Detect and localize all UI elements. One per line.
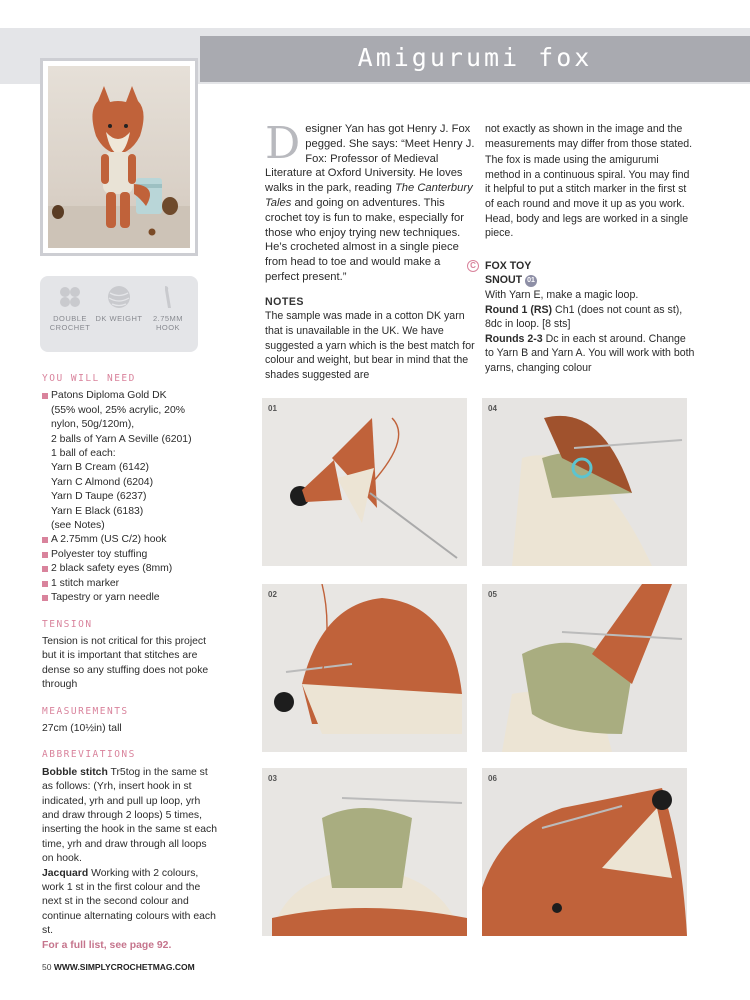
crochet-hook-icon <box>155 284 181 310</box>
notes-text: The sample was made in a cotton DK yarn that is unavailable in the UK. We have suggested a yarn which is the best match for colour and weight, but bear in mind that the shades suggested are <box>265 310 475 381</box>
drop-cap: D <box>265 118 301 169</box>
measurements-heading: MEASUREMENTS <box>42 705 129 717</box>
step-photo-02 <box>262 584 467 752</box>
page-number: 50 <box>42 962 52 972</box>
list-item: Tapestry or yarn needle <box>42 591 217 605</box>
step-photo-03 <box>262 768 467 936</box>
fox-toy-heading <box>470 259 695 274</box>
body-column-2 <box>470 122 695 376</box>
step-ref-badge: 01 <box>525 275 537 287</box>
step-photo-01 <box>262 398 467 566</box>
step-number: 01 <box>268 404 277 413</box>
intro-text-b: and going on adventures. This crochet toy is fun to make, especially for those who enjoy trying new techniques. He’s crocheted almost in a single piece from head to toe and would make a perfect present.” <box>265 196 464 283</box>
section-c-icon: C <box>467 260 479 272</box>
round23-text: Dc in each st around. Change to Yarn B and Yarn A. You will work with both yarns, changing colour <box>485 332 695 374</box>
list-item: 2 balls of Yarn A Seville (6201) <box>51 433 192 445</box>
badge-label-stitch: DOUBLE CROCHET <box>49 314 91 332</box>
step-number: 02 <box>268 590 277 599</box>
intro-text-a: esigner Yan has got Henry J. Fox pegged. She says: “Meet Henry J. Fox: Professor of Medieval Literature at Oxford University. He loves walks in the park, reading <box>265 123 475 195</box>
tension-text: Tension is not critical for this project but it is important that stitches are dense so any stuffing does not poke through <box>42 635 209 691</box>
list-item: 2 black safety eyes (8mm) <box>42 562 217 576</box>
bobble-definition <box>42 766 217 867</box>
jacquard-text: Working with 2 colours, work 1 st in the first colour and the next st in the second colour and continue alternating colours with each st. <box>42 867 216 937</box>
full-list-link[interactable]: For a full list, see page 92. <box>42 939 172 951</box>
list-item: 1 stitch marker <box>42 577 217 591</box>
round1-term: Round 1 (RS) <box>485 303 553 316</box>
step-number: 05 <box>488 590 497 599</box>
list-item: (55% wool, 25% acrylic, 20% <box>51 404 185 416</box>
jacquard-definition <box>42 867 217 939</box>
materials-list <box>42 389 217 605</box>
yarn-ball-icon <box>106 284 132 310</box>
you-will-need-heading: YOU WILL NEED <box>42 373 136 384</box>
left-sidebar <box>42 372 217 953</box>
bobble-term: Bobble stitch <box>42 766 108 778</box>
snout-heading <box>485 273 695 288</box>
jacquard-term: Jacquard <box>42 867 89 879</box>
list-item: Yarn D Taupe (6237) <box>51 491 147 503</box>
site-url[interactable]: WWW.SIMPLYCROCHETMAG.COM <box>53 962 195 972</box>
list-item: Yarn B Cream (6142) <box>51 462 149 474</box>
tension-heading: TENSION <box>42 618 93 630</box>
badge-item-weight <box>93 284 145 323</box>
list-item: Polyester toy stuffing <box>42 548 217 562</box>
round23-term: Rounds 2-3 <box>485 332 543 345</box>
step-number: 04 <box>488 404 497 413</box>
list-item: nylon, 50g/120m), <box>51 419 135 431</box>
notes-continued: not exactly as shown in the image and the measurements may differ from those stated. <box>485 123 693 150</box>
notes-heading: NOTES <box>265 295 304 308</box>
spec-badge <box>40 276 198 352</box>
measurements-text: 27cm (10½in) tall <box>42 722 122 734</box>
yarn-bobble-icon <box>57 284 83 310</box>
snout-title: SNOUT <box>485 274 523 287</box>
magic-loop-line: With Yarn E, make a magic loop. <box>485 288 639 301</box>
list-item: Yarn C Almond (6204) <box>51 476 154 488</box>
list-item: 1 ball of each: <box>51 448 116 460</box>
fox-toy-title: FOX TOY <box>485 259 532 272</box>
abbreviations-heading: ABBREVIATIONS <box>42 749 136 761</box>
badge-item-stitch <box>44 284 96 332</box>
badge-item-hook <box>142 284 194 332</box>
method-text: The fox is made using the amigurumi method in a continuous spiral. You may find it helpful to put a stitch marker in the first st of each round and move it up as you work. Head, body and legs are worked in a single piece. <box>485 154 690 240</box>
step-number: 06 <box>488 774 497 783</box>
body-column-1 <box>265 118 475 382</box>
list-item: Patons Diploma Gold DK <box>42 389 217 403</box>
intro-paragraph <box>265 118 475 285</box>
list-item: A 2.75mm (US C/2) hook <box>42 533 217 547</box>
round23-line <box>485 332 695 376</box>
bobble-text: Tr5tog in the same st as follows: (Yrh, insert hook in st indicated, yrh and pull up loop, yrh and draw through 2 loops) 5 times, inserting the hook in the same st each time, yrh and draw through all loops on hook. <box>42 766 218 865</box>
fox-hero-photo <box>48 66 190 248</box>
badge-label-hook: 2.75MM HOOK <box>152 314 184 332</box>
badge-label-weight: DK WEIGHT <box>95 314 143 323</box>
page-footer <box>42 962 195 972</box>
step-photo-05 <box>482 584 687 752</box>
hero-photo-frame <box>40 58 198 256</box>
step-photo-04 <box>482 398 687 566</box>
list-item: (see Notes) <box>51 520 105 532</box>
round1-line <box>485 303 695 332</box>
round1-text: Ch1 (does not count as st), 8dc in loop. [8 sts] <box>485 303 683 331</box>
step-photo-06 <box>482 768 687 936</box>
page-title: Amigurumi fox <box>200 36 750 82</box>
list-item: Yarn E Black (6183) <box>51 505 144 517</box>
intro-italic: The Canterbury Tales <box>265 182 473 209</box>
step-number: 03 <box>268 774 277 783</box>
